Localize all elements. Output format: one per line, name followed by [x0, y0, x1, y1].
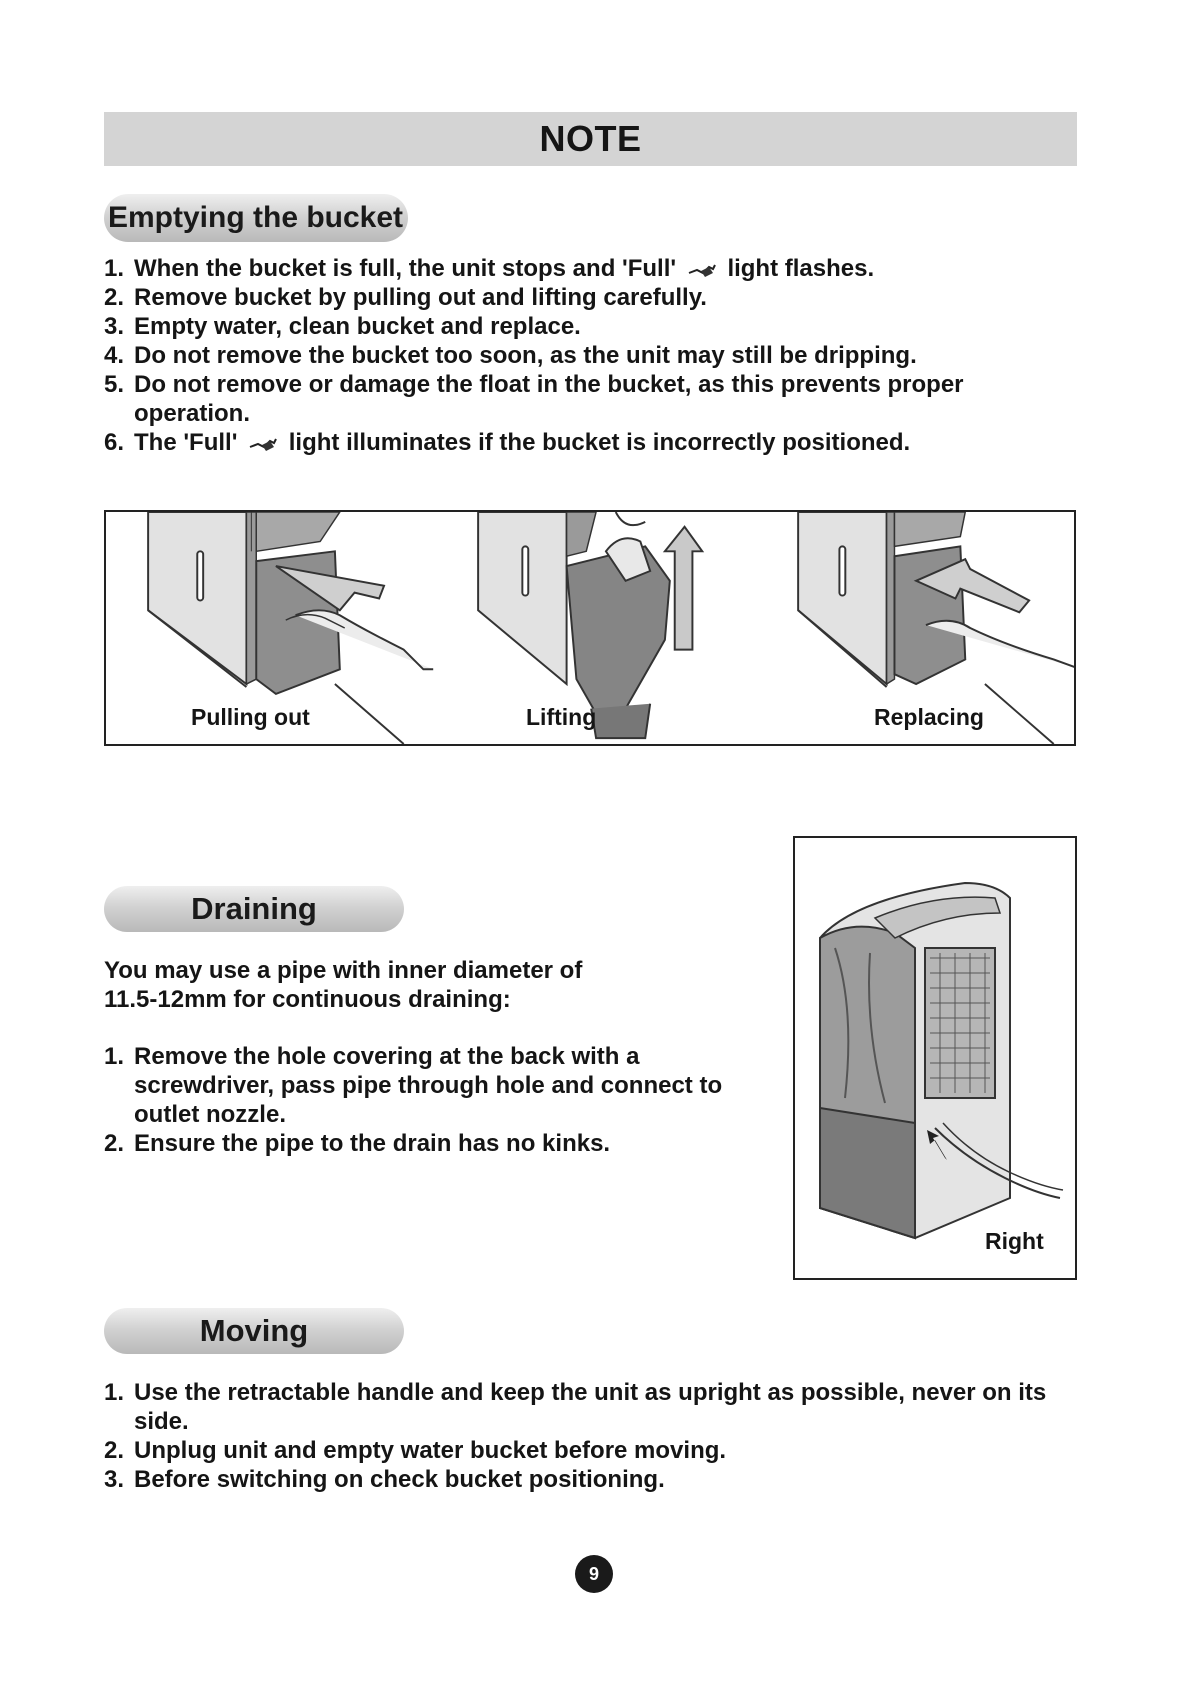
list-item: 1. Remove the hole covering at the back with a screwdriver, pass pipe through hole and connect to outlet nozzle.: [104, 1043, 723, 1128]
note-title: NOTE: [539, 118, 642, 159]
list-item: 3. Empty water, clean bucket and replace.: [104, 313, 581, 340]
note-banner: [104, 112, 1077, 166]
dehumidifier-right-illustration: [795, 838, 1077, 1280]
emptying-steps: [104, 254, 1034, 457]
lifting-caption: Lifting: [526, 704, 597, 730]
bucket-full-icon: [248, 435, 278, 453]
list-item: 2. Ensure the pipe to the drain has no kinks.: [104, 1130, 611, 1157]
replacing-caption: Replacing: [874, 704, 984, 730]
list-item: 5. Do not remove or damage the float in the bucket, as this prevents proper operation.: [104, 371, 964, 427]
bucket-full-icon: [687, 261, 717, 279]
list-item: 1. Use the retractable handle and keep the unit as upright as possible, never on its side.: [104, 1379, 1047, 1435]
bucket-steps-figure: [104, 510, 1076, 746]
list-item: 6. The 'Full' light illuminates if the bucket is incorrectly positioned.: [104, 429, 911, 456]
lifting-illustration: [446, 512, 756, 744]
draining-intro: You may use a pipe with inner diameter of 11.5-12mm for continuous draining:: [104, 957, 583, 1013]
list-item: 3. Before switching on check bucket positioning.: [104, 1466, 665, 1493]
right-caption: Right: [985, 1228, 1044, 1254]
list-item: 2. Remove bucket by pulling out and lifting carefully.: [104, 284, 707, 311]
emptying-heading: Emptying the bucket: [104, 194, 408, 242]
draining-heading: Draining: [104, 886, 404, 932]
draining-steps: [104, 1042, 744, 1158]
moving-steps: [104, 1378, 1064, 1494]
pulling-out-caption: Pulling out: [191, 704, 310, 730]
list-item: 4. Do not remove the bucket too soon, as the unit may still be dripping.: [104, 342, 917, 369]
draining-figure: [793, 836, 1077, 1280]
moving-heading: Moving: [104, 1308, 404, 1354]
list-item: 1. When the bucket is full, the unit stops and 'Full' light flashes.: [104, 255, 875, 282]
list-item: 2. Unplug unit and empty water bucket before moving.: [104, 1437, 727, 1464]
page-number: 9: [575, 1555, 613, 1593]
